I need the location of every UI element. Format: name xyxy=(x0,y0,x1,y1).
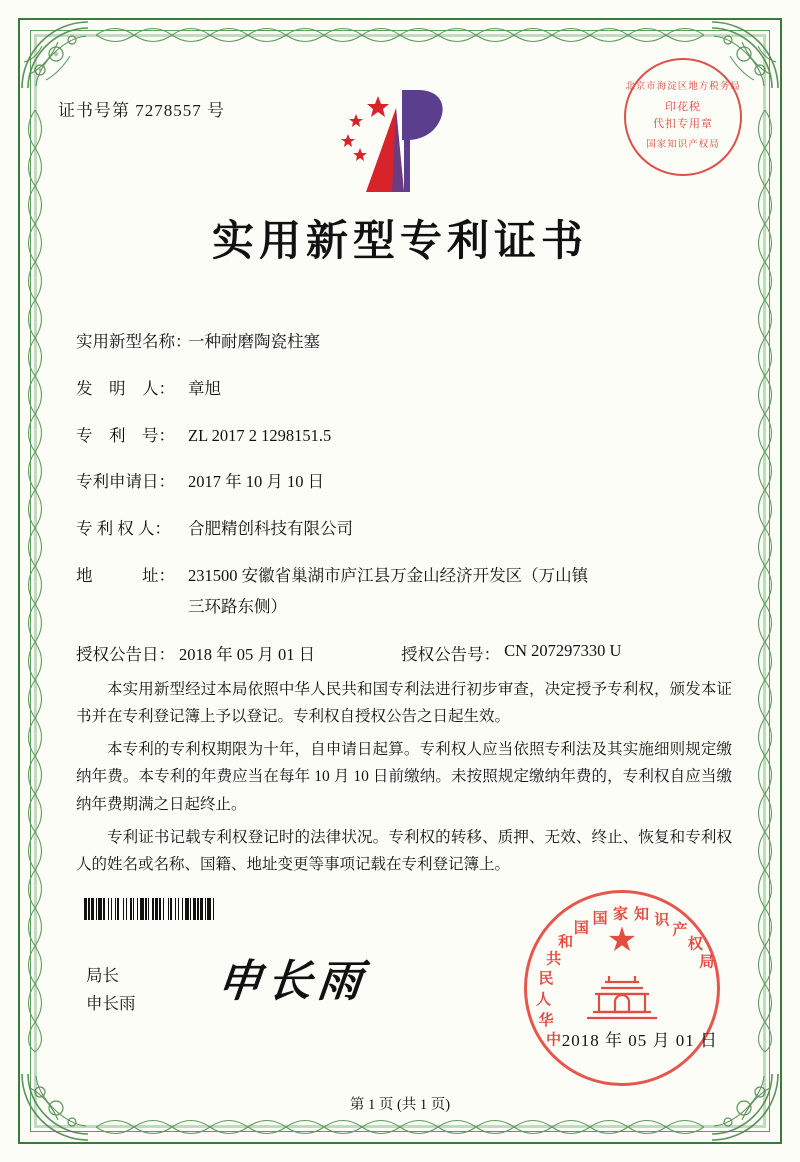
field-label: 专利申请日： xyxy=(76,472,175,492)
seal-date: 2018 年 05 月 01 日 xyxy=(561,1031,718,1050)
field-row-utility-model-name xyxy=(76,330,730,355)
legal-text xyxy=(76,676,732,884)
stamp-line-2: 印花税 xyxy=(665,101,701,113)
signature-block xyxy=(86,962,136,1018)
director-title: 局长 xyxy=(86,966,119,985)
field-row-patent-number xyxy=(76,424,730,449)
field-value: 一种耐磨陶瓷柱塞 xyxy=(188,332,320,351)
address-line-1: 231500 安徽省巢湖市庐江县万金山经济开发区（万山镇 xyxy=(188,565,589,585)
stamp-line-3: 代扣专用章 xyxy=(653,118,713,130)
grant-number-value: CN 207297330 U xyxy=(504,641,622,661)
field-row-address xyxy=(76,564,730,620)
director-name: 申长雨 xyxy=(86,994,136,1014)
grant-date-value: 2018 年 05 月 01 日 xyxy=(179,645,316,665)
seal-text-ring: 中 华 人 民 共 和 国 国 家 知 识 产 权 局 xyxy=(536,906,715,1049)
paragraph-3: 专利证书记载专利权登记时的法律状况。专利权的转移、质押、无效、终止、恢复和专利权人的姓名或名称、国籍、地址变更等事项记载在专利登记簿上。 xyxy=(76,828,732,873)
corner-ornament-icon xyxy=(16,16,94,94)
border-ornament-top xyxy=(96,22,704,48)
field-value: 2017 年 10 月 10 日 xyxy=(188,472,325,492)
tax-stamp xyxy=(624,58,742,176)
certificate-number: 证书号第 7278557 号 xyxy=(58,101,225,120)
field-value: ZL 2017 2 1298151.5 xyxy=(188,425,332,445)
handwritten-signature: 申长雨 xyxy=(214,957,371,1006)
star-icon: ★ xyxy=(606,922,638,959)
field-label: 专 利 权 人： xyxy=(76,519,171,538)
grant-number-label: 授权公告号： xyxy=(401,645,501,665)
field-value: 合肥精创科技有限公司 xyxy=(188,519,353,538)
field-row-grant xyxy=(76,641,730,665)
paragraph-1: 本实用新型经过本局依照中华人民共和国专利法进行初步审查，决定授予专利权，颁发本证书并在专利登记簿上予以登记。专利权自授权公告之日起生效。 xyxy=(76,681,732,726)
field-label: 地 址： xyxy=(76,565,175,585)
barcode xyxy=(84,898,306,920)
paragraph-2: 本专利的专利权期限为十年，自申请日起算。专利权人应当依照专利法及其实施细则规定缴纳年费。本专利的年费应当在每年 10 月 10 日前缴纳。未按照规定缴纳年费的，专利权自应当缴纳年费期满之日起终止。 xyxy=(76,741,732,813)
page-footer: 第 1 页 (共 1 页) xyxy=(349,1097,451,1113)
field-label: 专 利 号： xyxy=(76,425,175,445)
field-value: 章旭 xyxy=(188,378,221,398)
stamp-line-1: 北京市海淀区地方税务局 xyxy=(625,82,741,92)
field-label: 发 明 人： xyxy=(76,378,175,398)
stamp-line-4: 国家知识产权局 xyxy=(646,140,720,150)
field-label: 实用新型名称： xyxy=(76,332,192,351)
field-row-application-date xyxy=(76,470,730,495)
border-ornament-bottom xyxy=(96,1114,704,1140)
field-row-inventor xyxy=(76,377,730,402)
field-row-patentee xyxy=(76,517,730,542)
page-title: 实用新型专利证书 xyxy=(211,219,588,265)
official-seal xyxy=(524,890,720,1086)
address-line-2: 三环路东侧） xyxy=(188,596,287,616)
patent-office-logo-icon xyxy=(330,86,460,196)
field-value xyxy=(188,564,730,620)
grant-date-label: 授权公告日： xyxy=(76,645,175,665)
field-list xyxy=(76,330,730,677)
